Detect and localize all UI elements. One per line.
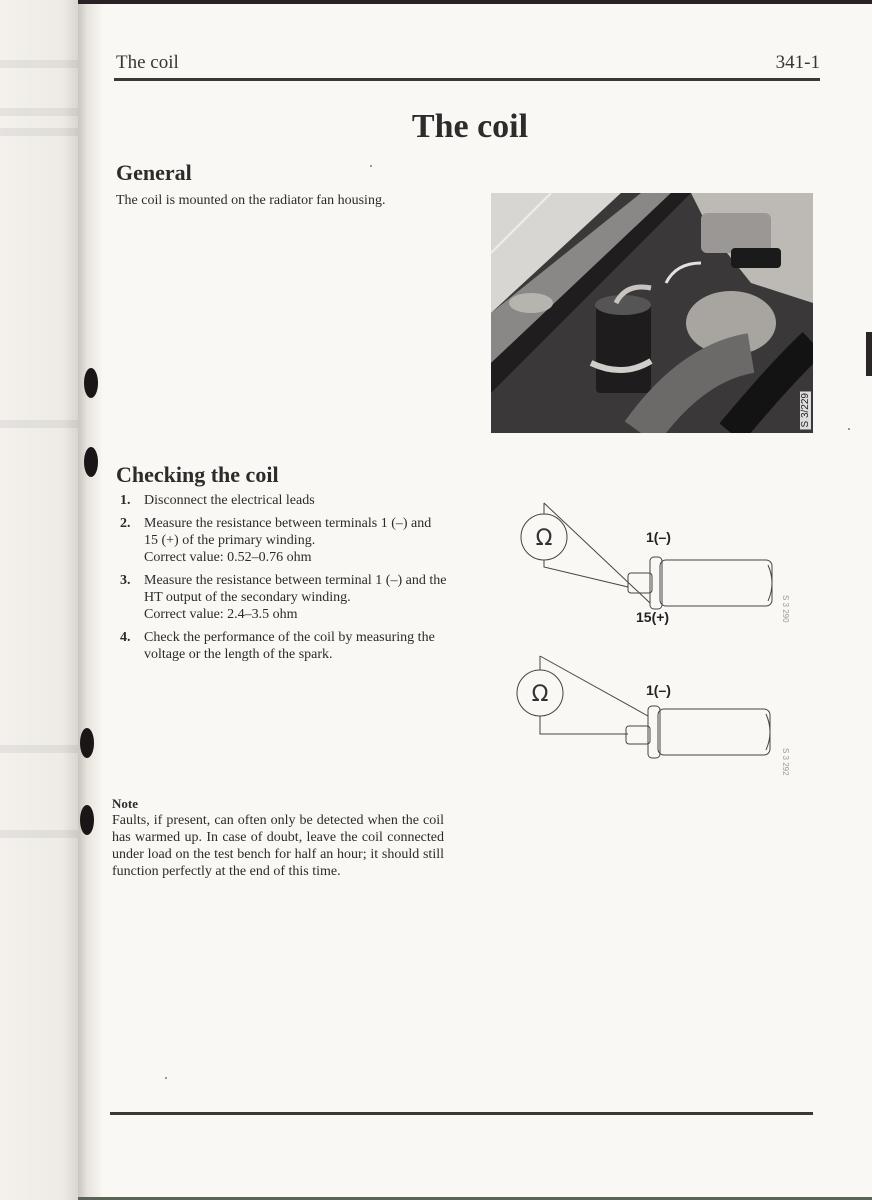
engine-bay-photo xyxy=(491,193,813,433)
book-gutter xyxy=(78,0,102,1200)
step-number: 3. xyxy=(120,573,131,588)
terminal-label-1: 1(–) xyxy=(646,682,671,698)
binder-hole xyxy=(84,447,98,477)
procedure-step xyxy=(116,629,448,663)
section-heading-general: General xyxy=(116,160,192,185)
coil-diagram-primary xyxy=(500,495,800,645)
general-paragraph: The coil is mounted on the radiator fan housing. xyxy=(116,193,386,208)
running-title: The coil xyxy=(116,52,179,73)
binder-hole xyxy=(84,368,98,398)
binder-hole xyxy=(80,728,94,758)
step-text: Measure the resistance between terminals 1 (–) and 15 (+) of the primary winding. xyxy=(144,516,432,548)
step-number: 4. xyxy=(120,630,131,645)
step-number: 2. xyxy=(120,516,131,531)
section-heading-checking: Checking the coil xyxy=(116,462,279,487)
procedure-step xyxy=(116,515,448,566)
photo-reference: S 3/229 xyxy=(800,392,811,427)
step-correct-value: Correct value: 2.4–3.5 ohm xyxy=(144,607,298,622)
note-box xyxy=(112,795,444,880)
paper-speck xyxy=(165,1077,167,1079)
ohm-symbol: Ω xyxy=(535,526,553,551)
paper-speck xyxy=(848,428,850,430)
step-text: Check the performance of the coil by measuring the voltage or the length of the spark. xyxy=(144,630,435,662)
step-correct-value: Correct value: 0.52–0.76 ohm xyxy=(144,550,312,565)
paper-speck xyxy=(370,165,372,167)
procedure-step xyxy=(116,572,448,623)
terminal-label-15: 15(+) xyxy=(636,609,670,625)
diagram-reference: S 3 292 xyxy=(781,748,790,776)
step-text: Disconnect the electrical leads xyxy=(144,493,315,508)
procedure-step xyxy=(116,492,448,509)
coil-diagram-secondary xyxy=(500,648,800,798)
diagram-reference: S 3 290 xyxy=(781,595,790,623)
engine-bay-photo-illustration xyxy=(491,193,813,433)
step-text: Measure the resistance between terminal 1 (–) and the HT output of the secondary winding. xyxy=(144,573,447,605)
binder-hole xyxy=(80,805,94,835)
page-number: 341-1 xyxy=(775,52,820,73)
note-text: Faults, if present, can often only be detected when the coil has warmed up. In case of doubt, leave the coil connected under load on the test bench for half an hour; it should still function perfectly at the end of this time. xyxy=(112,813,444,879)
step-number: 1. xyxy=(120,493,131,508)
header-rule xyxy=(114,78,820,81)
note-label: Note xyxy=(112,796,138,811)
facing-page-edge xyxy=(0,0,78,1200)
procedure-steps xyxy=(116,492,448,669)
section-thumb-tab xyxy=(866,332,872,376)
terminal-label-1: 1(–) xyxy=(646,529,671,545)
page-title: The coil xyxy=(411,108,529,145)
footer-rule xyxy=(110,1112,813,1115)
ohm-symbol: Ω xyxy=(531,682,549,707)
